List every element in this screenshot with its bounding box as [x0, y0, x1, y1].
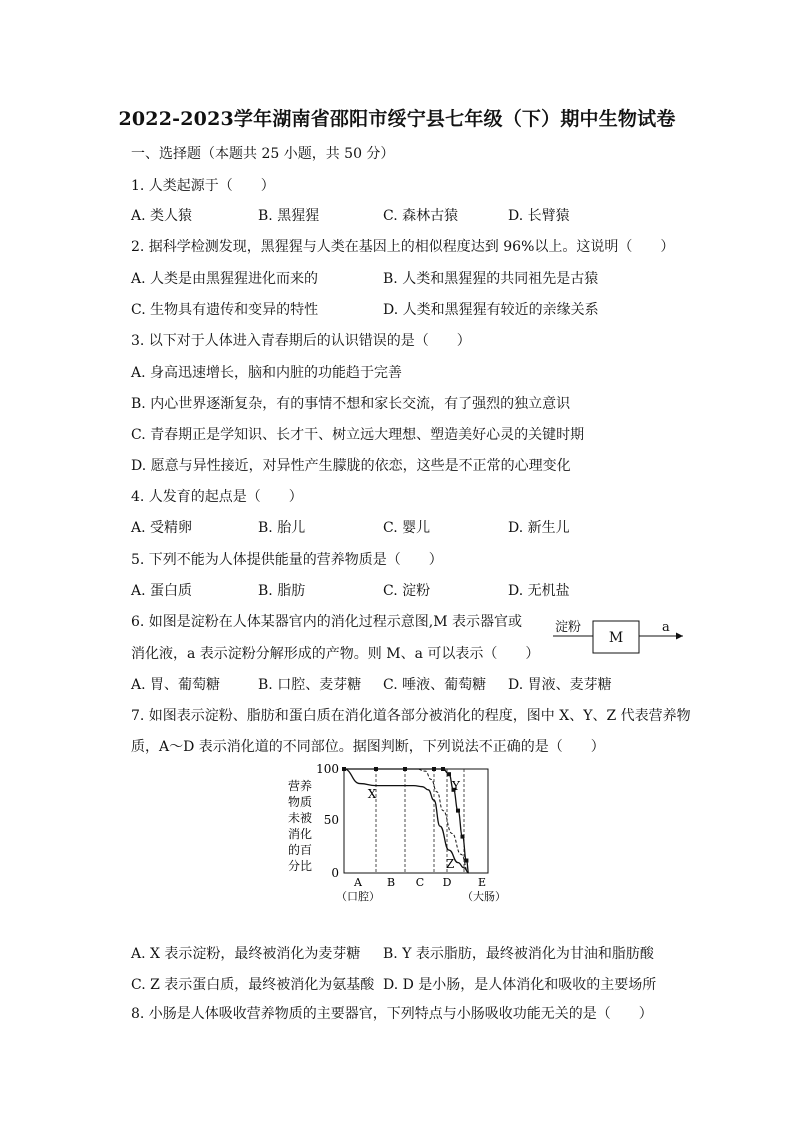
question-7-options-row1 — [131, 945, 654, 963]
option-a: A. 受精卵 — [131, 520, 193, 536]
series-y-marker — [464, 859, 468, 863]
y-label-line: 分比 — [287, 859, 313, 873]
option-b: B. 口腔、麦芽糖 — [258, 677, 362, 693]
option-d: D. 新生儿 — [508, 520, 570, 536]
option-c: C. 青春期正是学知识、长才干、树立远大理想、塑造美好心灵的关键时期 — [131, 427, 585, 443]
x-tick-label: C — [415, 876, 425, 889]
option-b: B. 黑猩猩 — [258, 208, 320, 224]
x-tick-label: E — [477, 876, 487, 889]
y-label-line: 消化 — [287, 827, 313, 841]
option-d: D. D 是小肠，是人体消化和吸收的主要场所 — [383, 977, 657, 993]
series-label-z: Z — [445, 857, 455, 871]
option-a: A. 人类是由黑猩猩进化而来的 — [131, 271, 319, 287]
option-b: B. 胎儿 — [258, 520, 306, 536]
question-7-options-row2 — [131, 976, 657, 994]
y-tick-50: 50 — [323, 813, 339, 827]
series-label-x: X — [367, 787, 377, 801]
question-6-stem-cont: 消化液，a 表示淀粉分解形成的产物。则 M、a 可以表示（ ） — [131, 646, 540, 662]
question-2-stem: 2. 据科学检测发现，黑猩猩与人类在基因上的相似程度达到 96%以上。这说明（ ） — [131, 239, 675, 255]
question-2-options-row2 — [131, 301, 651, 319]
option-c: C. 婴儿 — [383, 520, 431, 536]
series-y-marker — [456, 809, 460, 813]
x-axis-labels — [353, 876, 486, 889]
series-y-marker — [432, 767, 436, 771]
x-note-large-intestine: （大肠） — [462, 890, 506, 903]
question-5-stem: 5. 下列不能为人体提供能量的营养物质是（ ） — [131, 552, 443, 568]
diagram-box-label: M — [608, 630, 624, 646]
x-tick-label: B — [386, 876, 396, 889]
option-a: A. 蛋白质 — [131, 583, 193, 599]
question-8-stem: 8. 小肠是人体吸收营养物质的主要器官，下列特点与小肠吸收功能无关的是（ ） — [131, 1006, 653, 1022]
series-y-marker — [441, 767, 445, 771]
question-5-options — [131, 582, 651, 600]
option-b: B. 内心世界逐渐复杂，有的事情不想和家长交流，有了强烈的独立意识 — [131, 396, 571, 412]
option-d: D. 人类和黑猩猩有较近的亲缘关系 — [383, 302, 599, 318]
question-1-stem: 1. 人类起源于（ ） — [131, 178, 275, 194]
option-d: D. 长臂猿 — [508, 208, 570, 224]
option-b: B. 人类和黑猩猩的共同祖先是古猿 — [383, 271, 599, 287]
option-c: C. 森林古猿 — [383, 208, 459, 224]
starch-digestion-diagram — [545, 612, 695, 658]
question-6-options — [131, 676, 651, 694]
option-c: C. Z 表示蛋白质，最终被消化为氨基酸 — [131, 977, 375, 993]
option-a: A. X 表示淀粉，最终被消化为麦芽糖 — [131, 946, 361, 962]
arrowhead-icon — [676, 633, 683, 640]
digestion-chart — [280, 760, 520, 908]
option-a: A. 身高迅速增长，脑和内脏的功能趋于完善 — [131, 365, 403, 381]
option-a: A. 类人猿 — [131, 208, 193, 224]
y-tick-100: 100 — [316, 762, 339, 776]
series-y-marker — [461, 835, 465, 839]
y-tick-0: 0 — [331, 866, 339, 880]
option-d: D. 愿意与异性接近，对异性产生朦胧的依恋，这些是不正常的心理变化 — [131, 458, 571, 474]
question-4-options — [131, 519, 651, 537]
option-b: B. Y 表示脂肪，最终被消化为甘油和脂肪酸 — [383, 946, 654, 962]
diagram-output-label: a — [662, 620, 670, 635]
question-2-options-row1 — [131, 270, 651, 288]
option-b: B. 脂肪 — [258, 583, 306, 599]
chart-y-label — [288, 778, 312, 873]
x-note-mouth: （口腔） — [336, 890, 380, 903]
option-c: C. 生物具有遗传和变异的特性 — [131, 302, 319, 318]
question-7-stem-cont: 质，A～D 表示消化道的不同部位。据图判断，下列说法不正确的是（ ） — [131, 739, 605, 755]
option-d: D. 无机盐 — [508, 583, 570, 599]
question-3-stem: 3. 以下对于人体进入青春期后的认识错误的是（ ） — [131, 333, 471, 349]
option-a: A. 胃、葡萄糖 — [131, 677, 221, 693]
x-tick-label: D — [442, 876, 452, 889]
section-heading: 一、选择题（本题共 25 小题，共 50 分） — [131, 146, 395, 162]
page-title: 2022-2023学年湖南省邵阳市绥宁县七年级（下）期中生物试卷 — [118, 108, 676, 130]
y-label-line: 营养 — [287, 779, 313, 793]
diagram-input-label: 淀粉 — [555, 620, 582, 635]
question-4-stem: 4. 人发育的起点是（ ） — [131, 489, 303, 505]
option-d: D. 胃液、麦芽糖 — [508, 677, 612, 693]
x-tick-label: A — [354, 876, 362, 889]
option-c: C. 唾液、葡萄糖 — [383, 677, 487, 693]
question-7-stem: 7. 如图表示淀粉、脂肪和蛋白质在消化道各部分被消化的程度，图中 X、Y、Z 代表营养物 — [131, 708, 691, 724]
question-6-stem: 6. 如图是淀粉在人体某器官内的消化过程示意图,M 表示器官或 — [131, 614, 523, 630]
y-label-line: 未被 — [287, 811, 313, 825]
series-y-marker — [447, 772, 451, 776]
series-label-y: Y — [452, 779, 460, 793]
y-label-line: 的百 — [287, 843, 313, 857]
y-label-line: 物质 — [287, 795, 313, 809]
option-c: C. 淀粉 — [383, 583, 431, 599]
question-1-options — [131, 207, 651, 225]
